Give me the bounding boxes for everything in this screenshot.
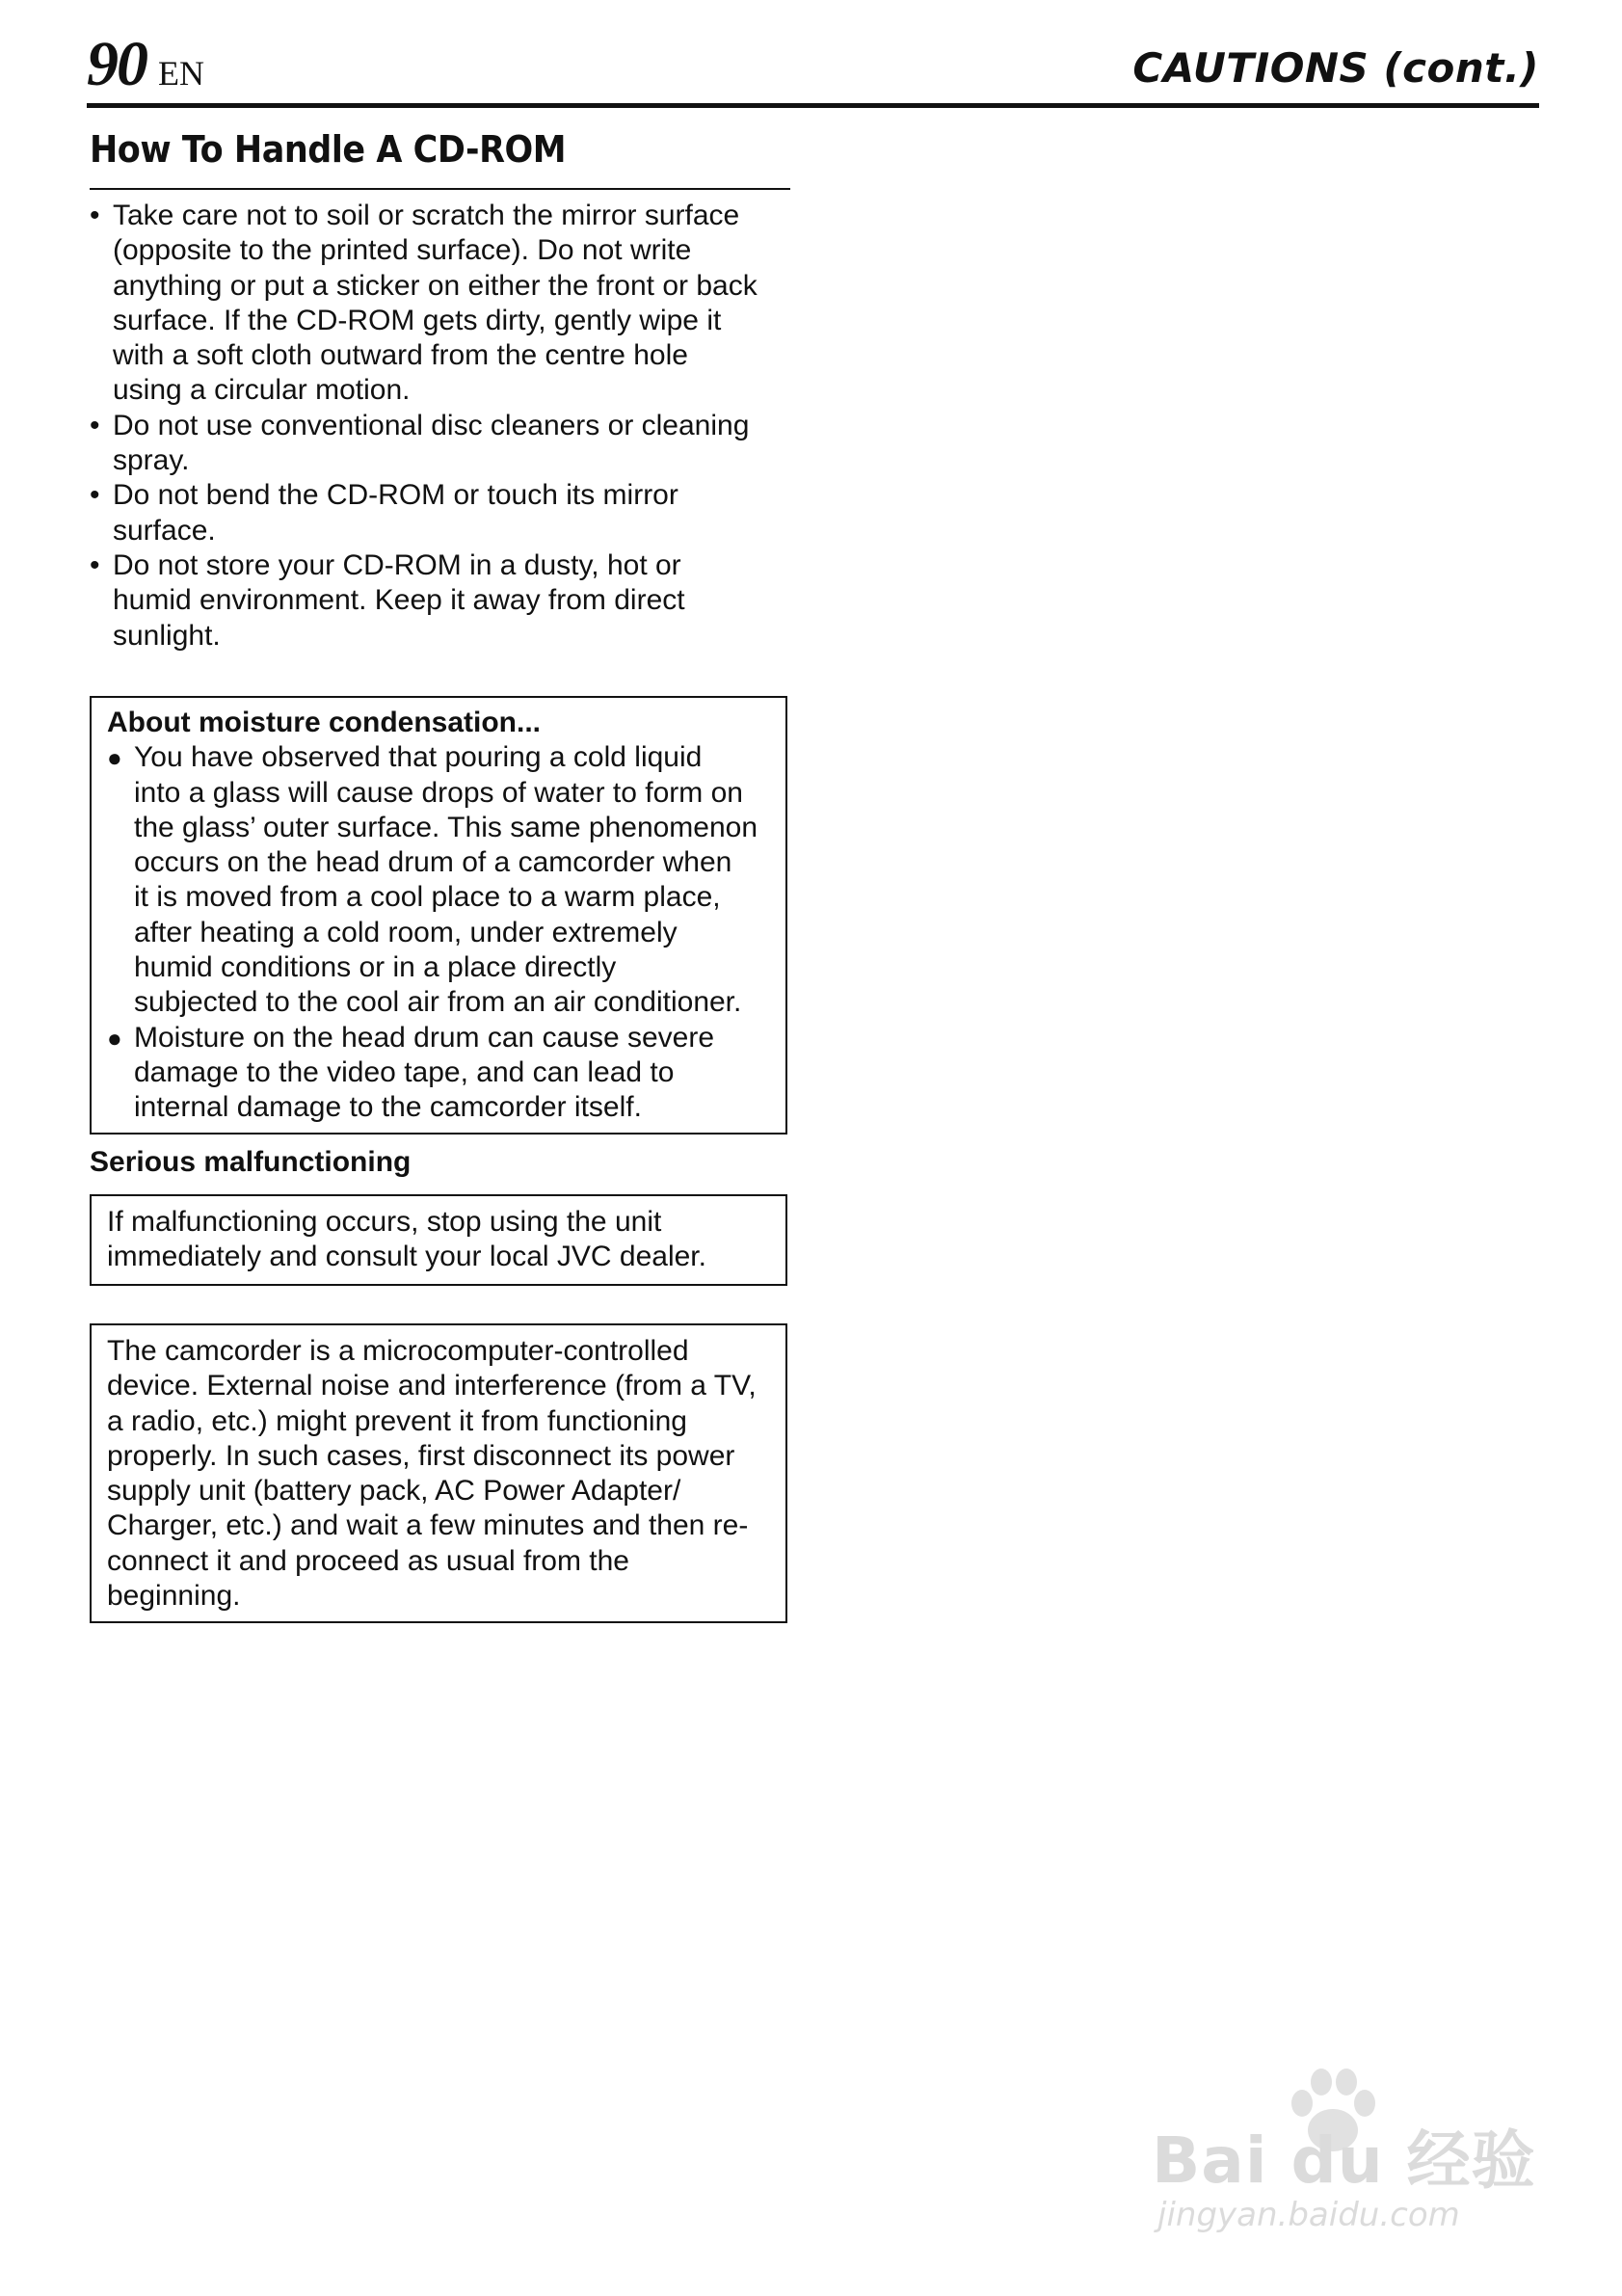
list-item <box>90 199 803 409</box>
text-line: after heating a cold room, under extremely <box>134 916 678 948</box>
baidu-watermark <box>1152 2053 1556 2246</box>
text-line: Charger, etc.) and wait a few minutes and then re- <box>107 1509 749 1542</box>
list-item <box>90 548 803 654</box>
text-line: spray. <box>113 444 190 477</box>
running-title: CAUTIONS (cont.) <box>1132 44 1539 92</box>
text-line: The camcorder is a microcomputer-controlled <box>107 1335 689 1367</box>
text-line: You have observed that pouring a cold liquid <box>134 741 703 774</box>
cd-rom-bullet-list <box>90 199 803 654</box>
text-line: humid conditions or in a place directly <box>134 951 617 984</box>
text-line: connect it and proceed as usual from the <box>107 1544 629 1577</box>
bullet-marker: • <box>90 548 100 581</box>
text-line: surface. <box>113 514 216 547</box>
text-line: beginning. <box>107 1580 241 1613</box>
language-code: EN <box>158 54 204 93</box>
bullet-marker: • <box>90 409 100 441</box>
page-number: 90 <box>87 29 146 99</box>
section-rule <box>90 188 790 190</box>
section-title: How To Handle A CD-ROM <box>90 128 567 171</box>
microcomputer-box <box>90 1323 787 1623</box>
list-item <box>90 478 803 548</box>
text-line: supply unit (battery pack, AC Power Adapter/ <box>107 1475 681 1508</box>
bullet-marker: ● <box>107 1023 122 1053</box>
text-line: a radio, etc.) might prevent it from functioning <box>107 1404 687 1437</box>
text-line: sunlight. <box>113 619 221 652</box>
list-item <box>90 409 803 479</box>
bullet-marker: • <box>90 479 100 512</box>
text-line: Do not bend the CD-ROM or touch its mirror <box>113 479 678 512</box>
text-line: Do not use conventional disc cleaners or cleaning <box>113 409 750 441</box>
malfunction-heading: Serious malfunctioning <box>90 1146 412 1178</box>
text-line: occurs on the head drum of a camcorder when <box>134 846 732 879</box>
watermark-brand: Bai du 经验 <box>1152 2123 1536 2198</box>
moisture-condensation-box <box>90 696 787 1135</box>
bullet-marker: • <box>90 200 100 231</box>
malfunction-box <box>90 1194 787 1286</box>
text-line: humid environment. Keep it away from direct <box>113 584 685 617</box>
bullet-marker: ● <box>107 743 122 773</box>
text-line: Take care not to soil or scratch the mirror surface <box>113 200 740 231</box>
text-line: device. External noise and interference (from a TV, <box>107 1370 757 1402</box>
text-line: internal damage to the camcorder itself. <box>134 1091 642 1124</box>
text-line: Moisture on the head drum can cause severe <box>134 1021 715 1054</box>
text-line: anything or put a sticker on either the front or back <box>113 269 758 302</box>
text-line: with a soft cloth outward from the centre hole <box>113 339 688 372</box>
text-line: Do not store your CD-ROM in a dusty, hot or <box>113 548 681 581</box>
text-line: subjected to the cool air from an air conditioner. <box>134 986 742 1019</box>
text-line: it is moved from a cool place to a warm place, <box>134 881 721 914</box>
text-line: immediately and consult your local JVC dealer. <box>107 1241 706 1273</box>
watermark-url: jingyan.baidu.com <box>1157 2196 1460 2234</box>
text-line: the glass’ outer surface. This same phenomenon <box>134 811 758 843</box>
text-line: properly. In such cases, first disconnect its power <box>107 1439 735 1472</box>
text-line: into a glass will cause drops of water to form on <box>134 776 743 809</box>
text-line: If malfunctioning occurs, stop using the unit <box>107 1206 662 1238</box>
header-rule <box>87 103 1539 108</box>
text-line: surface. If the CD-ROM gets dirty, gently wipe it <box>113 304 722 336</box>
list-item <box>107 740 772 1020</box>
list-item <box>107 1021 772 1126</box>
text-line: damage to the video tape, and can lead to <box>134 1055 675 1088</box>
page-number-block <box>87 29 204 99</box>
text-line: using a circular motion. <box>113 374 411 407</box>
text-line: (opposite to the printed surface). Do not write <box>113 234 692 267</box>
box-title: About moisture condensation... <box>107 707 542 738</box>
